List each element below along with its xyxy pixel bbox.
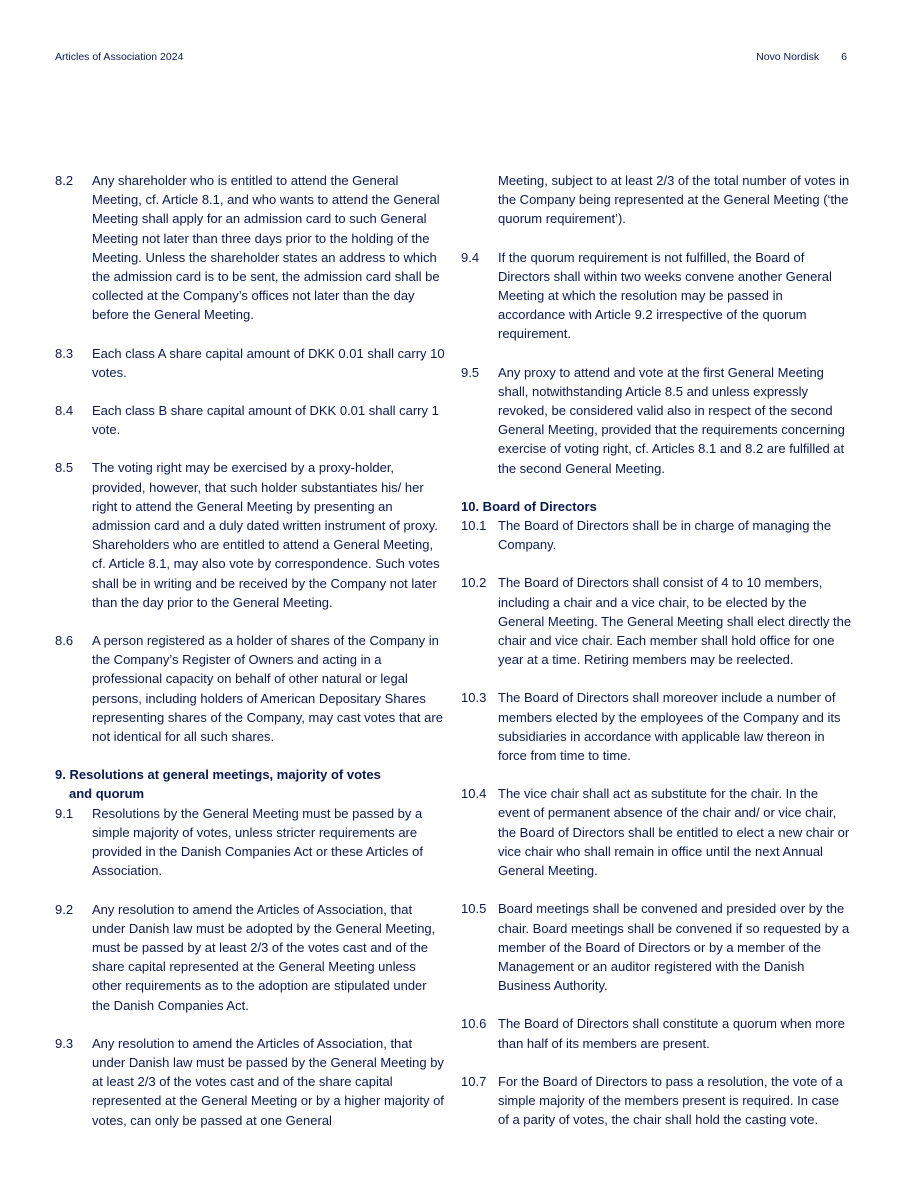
article-9-3 (55, 1034, 445, 1130)
clause-text: Any shareholder who is entitled to attend the General Meeting, cf. Article 8.1, and who wants to attend the General Meeting shall apply for an admission card to such General Meeting not later than three days prior to the holding of the Meeting. Unless the shareholder states an address to which the admission card is to be sent, the admission card shall be collected at the Company’s offices not later than the day before the General Meeting. (92, 173, 440, 323)
article-9-5 (461, 363, 853, 478)
clause-number: 9.1 (55, 805, 74, 821)
page-number: 6 (841, 51, 847, 63)
right-column (461, 171, 853, 1148)
clause-number: 9.2 (55, 901, 74, 917)
article-10-5 (461, 899, 853, 995)
clause-number: 10.4 (461, 786, 487, 802)
clause-text: If the quorum requirement is not fulfilled, the Board of Directors shall within two weeks convene another General Meeting at which the resolution may be passed in accordance with Article 9.2 irrespective of the quorum requirement. (498, 249, 832, 342)
article-10-6 (461, 1014, 853, 1052)
clause-text: Any resolution to amend the Articles of Association, that under Danish law must be passed by the General Meeting by at least 2/3 of the votes cast and of the share capital represented at the General Meeting or by a higher majority of votes, can only be passed at one General (92, 1035, 444, 1128)
article-10-2 (461, 573, 853, 669)
clause-number: 10.2 (461, 575, 487, 591)
clause-text: The Board of Directors shall consist of 4 to 10 members, including a chair and a vice chair, to be elected by the General Meeting. The General Meeting shall elect directly the chair and vice chair. Each member shall hold office for one year at a time. Retiring members may be reelected. (498, 575, 852, 668)
clause-text: For the Board of Directors to pass a resolution, the vote of a simple majority of the members present is required. In case of a parity of votes, the chair shall hold the casting vote. (498, 1073, 843, 1128)
clause-text: The Board of Directors shall constitute a quorum when more than half of its members are present. (498, 1016, 845, 1051)
article-9-1 (55, 804, 445, 881)
left-column (55, 171, 445, 1149)
article-10-3 (461, 688, 853, 765)
clause-number: 8.3 (55, 345, 74, 361)
page-header (55, 51, 847, 67)
article-9-2 (55, 900, 445, 1015)
clause-number: 9.3 (55, 1035, 74, 1051)
clause-number: 8.4 (55, 403, 74, 419)
clause-text: The vice chair shall act as substitute for the chair. In the event of permanent absence of the chair and/ or vice chair, the Board of Directors shall be entitled to elect a new chair or vice chair who shall remain in office until the next Annual General Meeting. (498, 786, 850, 879)
clause-text: Any resolution to amend the Articles of Association, that under Danish law must be adopted by the General Meeting, must be passed by at least 2/3 of the votes cast and of the share capital represented at the General Meeting unless other requirements as to the adoption are stipulated under the Danish Companies Act. (92, 901, 436, 1013)
article-10-1 (461, 516, 853, 554)
clause-text: Each class B share capital amount of DKK 0.01 shall carry 1 vote. (92, 403, 439, 438)
section-9-heading-line2: and quorum (69, 786, 145, 802)
document-title: Articles of Association 2024 (55, 51, 184, 63)
clause-number: 10.6 (461, 1016, 487, 1032)
article-10-4 (461, 784, 853, 880)
clause-number: 8.2 (55, 173, 74, 188)
clause-number: 9.5 (461, 364, 480, 380)
section-9-heading-line1: 9. Resolutions at general meetings, majority of votes (55, 767, 381, 783)
clause-text: A person registered as a holder of shares of the Company in the Company’s Register of Owners and acting in a professional capacity on behalf of other natural or legal persons, including holders of American Depositary Shares representing shares of the Company, may cast votes that are not identical for all such shares. (92, 633, 443, 745)
clause-number: 10.5 (461, 901, 487, 917)
article-8-6 (55, 631, 445, 746)
clause-number: 10.3 (461, 690, 487, 706)
clause-number: 9.4 (461, 249, 480, 265)
clause-text: Any proxy to attend and vote at the first General Meeting shall, notwithstanding Article 8.5 and unless expressly revoked, be considered valid also in respect of the second General Meeting, provided that the requirements concerning exercise of voting right, cf. Articles 8.1 and 8.2 are fulfilled at the second General Meeting. (498, 364, 845, 476)
company-name: Novo Nordisk (756, 51, 820, 63)
clause-text: The voting right may be exercised by a proxy-holder, provided, however, that such holder substantiates his/ her right to attend the General Meeting by presenting an admission card and a duly dated written instrument of proxy. Shareholders who are entitled to attend a General Meeting, cf. Article 8.1, may also vote by correspondence. Such votes shall be in writing and be received by the Company not later than the day prior to the General Meeting. (92, 460, 440, 610)
clause-number: 8.6 (55, 633, 74, 649)
clause-number: 10.1 (461, 518, 487, 534)
clause-text: The Board of Directors shall be in charge of managing the Company. (498, 518, 832, 553)
article-8-3 (55, 344, 445, 382)
section-10-heading: 10. Board of Directors (461, 498, 597, 514)
article-8-2 (55, 171, 445, 325)
article-9-4 (461, 248, 853, 344)
clause-text: The Board of Directors shall moreover include a number of members elected by the employees of the Company and its subsidiaries in accordance with applicable law thereon in force from time to time. (498, 690, 841, 764)
clause-number: 10.7 (461, 1073, 487, 1089)
clause-text: Board meetings shall be convened and presided over by the chair. Board meetings shall be convened if so requested by a member of the Board of Directors or by a member of the Management or an auditor registered with the Danish Business Authority. (498, 901, 850, 994)
header-right (756, 51, 847, 63)
article-9-3-continuation: Meeting, subject to at least 2/3 of the total number of votes in the Company being represented at the General Meeting (‘the quorum requirement’). (498, 173, 850, 227)
article-8-4 (55, 401, 445, 439)
section-9-heading (55, 765, 445, 803)
article-8-5 (55, 458, 445, 612)
clause-text: Each class A share capital amount of DKK 0.01 shall carry 10 votes. (92, 345, 445, 380)
clause-text: Resolutions by the General Meeting must be passed by a simple majority of votes, unless stricter requirements are provided in the Danish Companies Act or these Articles of Association. (92, 805, 423, 879)
clause-number: 8.5 (55, 460, 74, 476)
article-10-7 (461, 1072, 853, 1130)
